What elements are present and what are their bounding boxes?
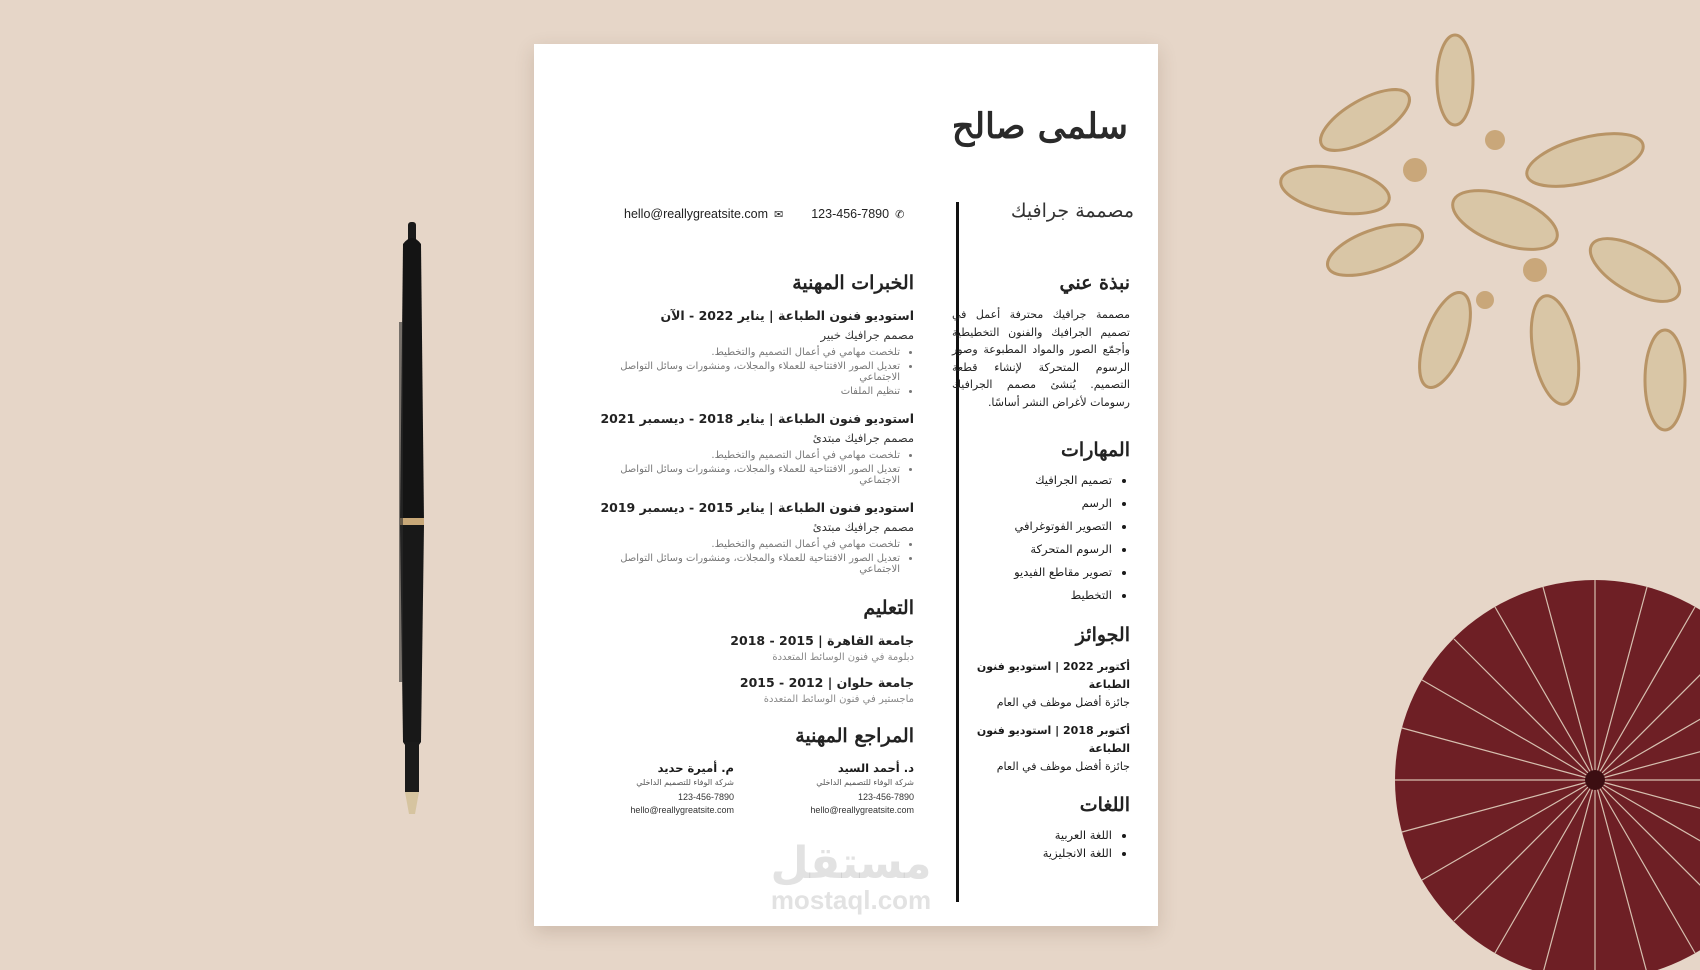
skill-item: • تصميم الجرافيك [952,473,1112,487]
skill-item: • تصوير مقاطع الفيديو [952,565,1112,579]
job-title: مصممة جرافيك [1010,200,1134,222]
experience-item [579,308,914,397]
experience-point: • تعديل الصور الافتتاحية للعملاء والمجلات، ومنشورات وسائل التواصل الاجتماعي [579,553,900,575]
reference-company: شركة الوفاء للتصميم الداخلي [636,778,734,787]
skill-item: • التصوير الفوتوغرافي [952,519,1112,533]
resume-page [534,44,1158,926]
contact-info [624,204,914,224]
email-text: hello@reallygreatsite.com [624,207,769,221]
award-item [952,658,1130,712]
references-title: المراجع المهنية [795,725,914,747]
award-head: أكتوبر 2022 | استوديو فنون الطباعة [976,660,1130,691]
about-title: نبذة عني [1059,272,1130,294]
phone-icon: ✆ [895,208,905,221]
skill-item: • الرسوم المتحركة [952,542,1112,556]
about-text: مصممة جرافيك محترفة أعمل في تصميم الجرافيك والفنون التخطيطية وأجمّع الصور والمواد المطبوعة وصور الرسوم المتحركة لإنشاء قطعة التصميم. يُنشئ مصمم الجرافيك رسومات لأغراض النشر أساسًا. [952,308,1130,409]
reference-email: hello@reallygreatsite.com [810,805,914,815]
reference-name: م. أميرة حديد [657,761,734,775]
coral-decoration-image [1255,20,1700,460]
languages-list [952,828,1130,860]
experience-points [579,450,914,486]
skills-title: المهارات [1061,439,1130,461]
pen-image [395,222,429,820]
language-item: • اللغة العربية [952,828,1112,842]
education-desc: ماجستير في فنون الوسائط المتعددة [763,694,914,705]
experience-point: • تلخصت مهامي في أعمال التصميم والتخطيط. [579,347,900,358]
award-desc: جائزة أفضل موظف في العام [996,696,1130,709]
experience-role: مصمم جرافيك مبتدئ [812,431,914,445]
education-head: جامعة القاهرة | 2015 - 2018 [730,633,914,648]
experience-head: استوديو فنون الطباعة | يناير 2015 - ديسمبر 2019 [600,500,914,515]
languages-title: اللغات [1079,794,1130,816]
experience-point: • تلخصت مهامي في أعمال التصميم والتخطيط. [579,539,900,550]
experience-points [579,539,914,575]
award-item [952,722,1130,776]
experience-head: استوديو فنون الطباعة | يناير 2022 - الآن [660,308,914,323]
experience-point: • تعديل الصور الافتتاحية للعملاء والمجلات، ومنشورات وسائل التواصل الاجتماعي [579,464,900,486]
reference-item [614,761,734,818]
paper-fan-decoration-image [1395,560,1700,970]
skills-list [952,473,1130,602]
watermark-arabic: مستقل [770,838,932,889]
reference-phone: 123-456-7890 [857,792,914,802]
watermark-latin: mostaql.com [770,885,932,915]
experience-head: استوديو فنون الطباعة | يناير 2018 - ديسمبر 2021 [600,411,914,426]
mostaql-watermark [746,838,956,915]
award-desc: جائزة أفضل موظف في العام [996,760,1130,773]
experience-point: • تلخصت مهامي في أعمال التصميم والتخطيط. [579,450,900,461]
reference-phone: 123-456-7890 [677,792,734,802]
experience-role: مصمم جرافيك خبير [820,328,914,342]
main-column [579,272,914,818]
experience-item [579,411,914,486]
skill-item: • الرسم [952,496,1112,510]
reference-item [794,761,914,818]
references-list [579,761,914,818]
language-item: • اللغة الانجليزية [952,846,1112,860]
candidate-name: سلمى صالح [951,106,1128,147]
experience-role: مصمم جرافيك مبتدئ [812,520,914,534]
award-head: أكتوبر 2018 | استوديو فنون الطباعة [976,724,1130,755]
phone-text: 123-456-7890 [811,207,890,221]
education-desc: دبلومة في فنون الوسائط المتعددة [772,652,914,663]
experience-item [579,500,914,575]
sidebar-column [952,272,1130,864]
reference-company: شركة الوفاء للتصميم الداخلي [816,778,914,787]
education-head: جامعة حلوان | 2012 - 2015 [739,675,914,690]
experience-title: الخبرات المهنية [792,272,914,294]
experience-point: • تعديل الصور الافتتاحية للعملاء والمجلات، ومنشورات وسائل التواصل الاجتماعي [579,361,900,383]
education-title: التعليم [863,597,914,619]
education-item [579,675,914,705]
education-item [579,633,914,663]
experience-points [579,347,914,397]
experience-point: • تنظيم الملفات [579,386,900,397]
awards-title: الجوائز [1075,624,1130,646]
reference-email: hello@reallygreatsite.com [630,805,734,815]
envelope-icon: ✉ [774,208,784,221]
reference-name: د. أحمد السيد [837,761,914,775]
skill-item: • التخطيط [952,588,1112,602]
